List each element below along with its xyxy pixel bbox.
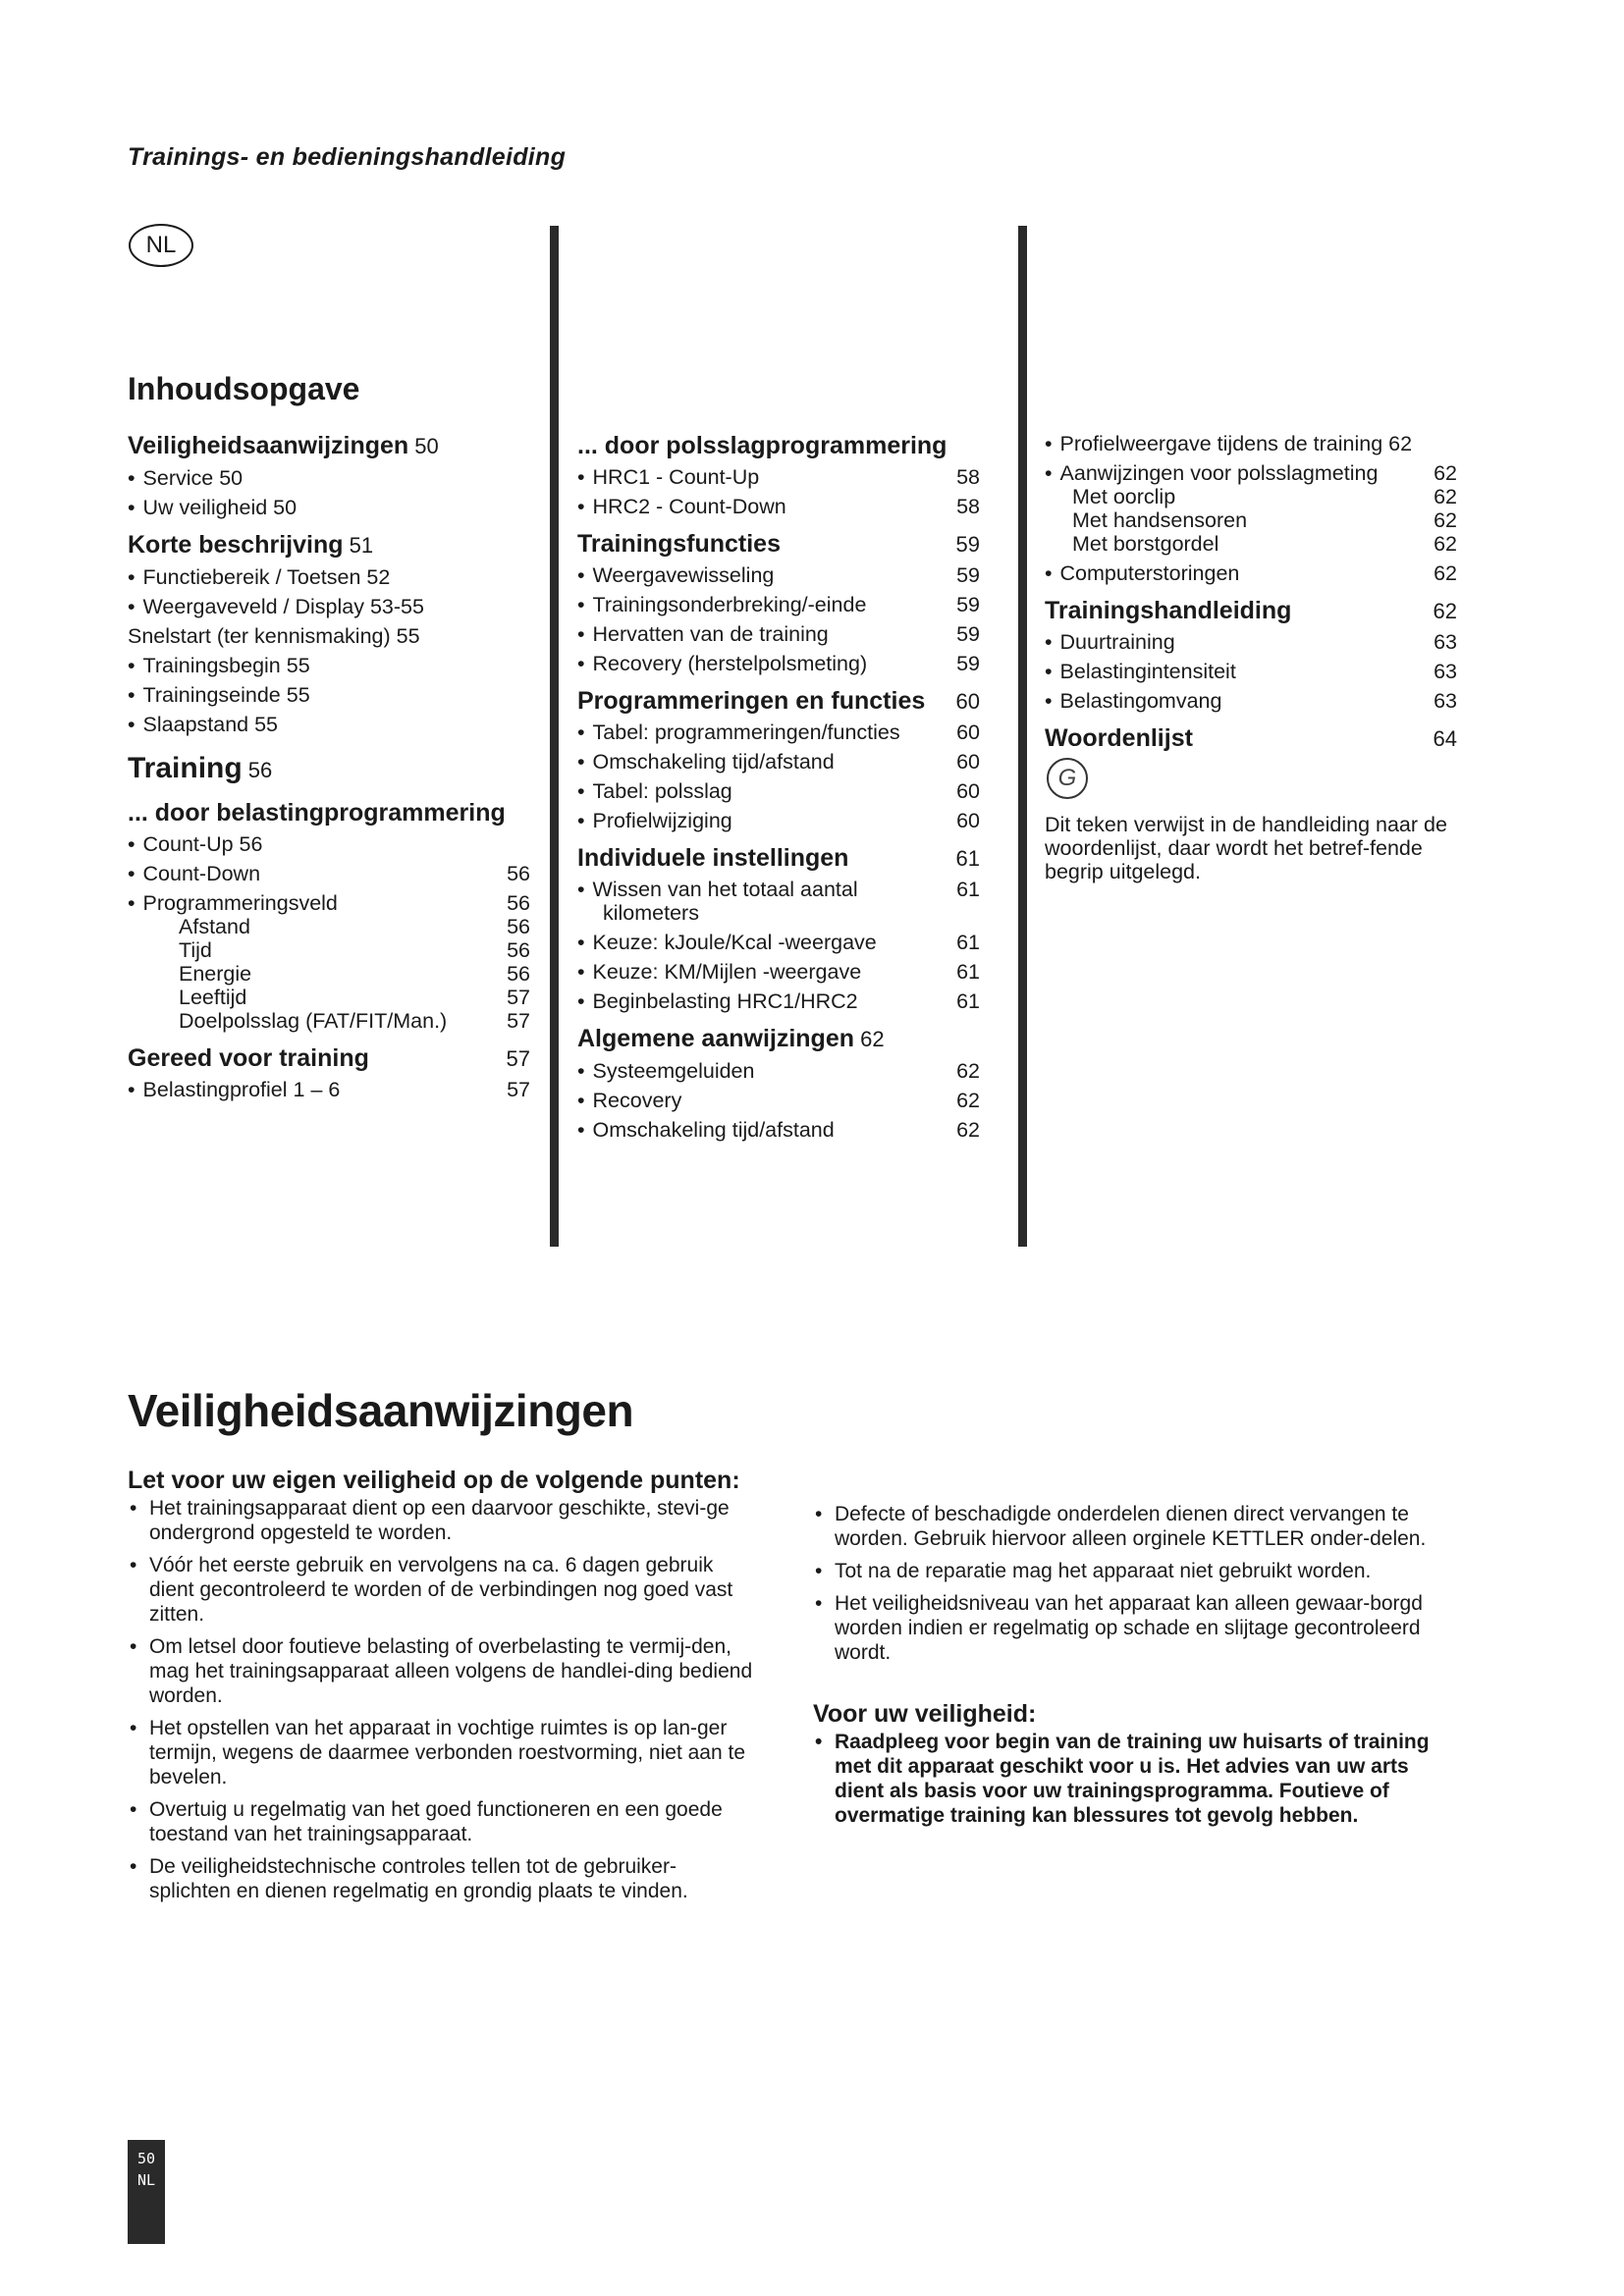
toc-page-number: 61 bbox=[956, 931, 980, 954]
toc-entry-text: • Profielwijziging bbox=[577, 809, 732, 832]
toc-entry bbox=[577, 844, 980, 872]
toc-entry bbox=[577, 878, 980, 901]
toc-entry-text: • Trainingsbegin 55 bbox=[128, 654, 310, 677]
toc-entry bbox=[128, 624, 530, 648]
toc-entry bbox=[1045, 630, 1457, 654]
toc-entry-text: Snelstart (ter kennismaking) 55 bbox=[128, 624, 420, 648]
toc-page-number: 62 bbox=[956, 1059, 980, 1083]
toc-entry-text: • Count-Up 56 bbox=[128, 832, 262, 856]
toc-column-1 bbox=[128, 432, 530, 1101]
safety-title: Veiligheidsaanwijzingen bbox=[128, 1385, 634, 1436]
page-number: 50 bbox=[136, 2150, 156, 2167]
toc-entry bbox=[128, 915, 530, 938]
toc-page-number: 56 bbox=[507, 938, 530, 962]
toc-entry bbox=[577, 750, 980, 774]
toc-entry bbox=[128, 683, 530, 707]
toc-page-number: 58 bbox=[956, 465, 980, 489]
toc-entry-text: • Uw veiligheid 50 bbox=[128, 496, 297, 519]
page-number-box bbox=[128, 2140, 165, 2244]
toc-entry bbox=[128, 531, 530, 560]
toc-entry-text: • Beginbelasting HRC1/HRC2 bbox=[577, 989, 858, 1013]
toc-page-number: 59 bbox=[955, 532, 980, 557]
toc-entry bbox=[128, 862, 530, 885]
toc-entry-text: • Wissen van het totaal aantal bbox=[577, 878, 858, 901]
safety-item: • Het trainingsapparaat dient op een daarvoor geschikte, stevi-ge ondergrond opgesteld te worden. bbox=[128, 1496, 756, 1545]
toc-entry bbox=[128, 986, 530, 1009]
toc-entry bbox=[1045, 597, 1457, 624]
toc-page-number: 59 bbox=[956, 622, 980, 646]
safety-left-heading: Let voor uw eigen veiligheid op de volgende punten: bbox=[128, 1467, 740, 1494]
toc-page-number: 57 bbox=[507, 1078, 530, 1101]
toc-page-number: 57 bbox=[507, 986, 530, 1009]
toc-entry-text: • Belastingintensiteit bbox=[1045, 660, 1236, 683]
toc-entry bbox=[1045, 461, 1457, 485]
toc-entry-text: • Duurtraining bbox=[1045, 630, 1175, 654]
toc-entry bbox=[128, 938, 530, 962]
toc-page-number: 61 bbox=[956, 989, 980, 1013]
toc-page-inline: 56 bbox=[242, 758, 273, 782]
toc-page-number: 58 bbox=[956, 495, 980, 518]
toc-entry-text: Veiligheidsaanwijzingen 50 bbox=[128, 432, 439, 459]
toc-entry bbox=[577, 687, 980, 715]
toc-entry-text: • Tabel: polsslag bbox=[577, 779, 732, 803]
toc-entry-text: • Keuze: KM/Mijlen -weergave bbox=[577, 960, 861, 984]
toc-page-number: 64 bbox=[1433, 726, 1457, 751]
column-divider-1 bbox=[550, 226, 559, 1247]
toc-entry bbox=[577, 1089, 980, 1112]
document-title: Trainings- en bedieningshandleiding bbox=[128, 143, 567, 171]
toc-entry-text: ... door polsslagprogrammering bbox=[577, 432, 947, 459]
toc-entry-text: • Belastingprofiel 1 – 6 bbox=[128, 1078, 340, 1101]
toc-entry-text: • Weergavewisseling bbox=[577, 563, 774, 587]
toc-entry bbox=[1045, 724, 1457, 752]
toc-column-2 bbox=[577, 432, 980, 1142]
toc-entry bbox=[128, 1078, 530, 1101]
toc-entry-text: • Hervatten van de training bbox=[577, 622, 829, 646]
toc-entry-text: Afstand bbox=[179, 915, 250, 938]
glossary-g-icon: G bbox=[1047, 758, 1088, 799]
toc-entry bbox=[577, 530, 980, 558]
toc-page-number: 63 bbox=[1434, 630, 1457, 654]
toc-entry bbox=[128, 799, 530, 827]
toc-page-number: 60 bbox=[956, 809, 980, 832]
toc-entry-text: Energie bbox=[179, 962, 252, 986]
page-lang: NL bbox=[136, 2171, 156, 2189]
toc-entry-text: • Weergaveveld / Display 53-55 bbox=[128, 595, 424, 618]
toc-entry bbox=[577, 1025, 980, 1053]
toc-page-number: 62 bbox=[1433, 599, 1457, 623]
toc-page-number: 59 bbox=[956, 593, 980, 616]
toc-entry-text: • Recovery (herstelpolsmeting) bbox=[577, 652, 867, 675]
toc-entry-text: • Keuze: kJoule/Kcal -weergave bbox=[577, 931, 877, 954]
safety-left-column bbox=[128, 1467, 756, 1911]
language-badge: NL bbox=[129, 224, 193, 267]
toc-entry-text: • Functiebereik / Toetsen 52 bbox=[128, 565, 390, 589]
toc-entry-text: • Recovery bbox=[577, 1089, 681, 1112]
glossary-note: Dit teken verwijst in de handleiding naar de woordenlijst, daar wordt het betref-fende begrip uitgelegd. bbox=[1045, 813, 1447, 883]
toc-entry bbox=[1045, 561, 1457, 585]
toc-page-number: 62 bbox=[1434, 461, 1457, 485]
toc-entry bbox=[577, 652, 980, 675]
toc-page-number: 61 bbox=[956, 878, 980, 901]
toc-entry bbox=[128, 496, 530, 519]
toc-entry bbox=[577, 779, 980, 803]
toc-entry bbox=[1045, 660, 1457, 683]
column-divider-2 bbox=[1018, 226, 1027, 1247]
toc-entry bbox=[128, 565, 530, 589]
toc-entry-text: Met oorclip bbox=[1072, 485, 1176, 508]
toc-entry bbox=[577, 495, 980, 518]
toc-column-3 bbox=[1045, 432, 1457, 883]
toc-entry-text: Gereed voor training bbox=[128, 1044, 369, 1072]
toc-entry-text: • HRC1 - Count-Up bbox=[577, 465, 759, 489]
toc-entry bbox=[128, 654, 530, 677]
safety-item: • Het veiligheidsniveau van het apparaat kan alleen gewaar-borgd worden indien er regelmatig op schade en slijtage gecontroleerd wordt. bbox=[813, 1591, 1441, 1665]
toc-page-inline: 51 bbox=[343, 533, 374, 558]
toc-entry-text: ... door belastingprogrammering bbox=[128, 799, 506, 827]
safety-item: • Defecte of beschadigde onderdelen dienen direct vervangen te worden. Gebruik hiervoor alleen orginele KETTLER onder-delen. bbox=[813, 1502, 1441, 1551]
toc-entry-text: • Trainingsonderbreking/-einde bbox=[577, 593, 866, 616]
safety-item: • Het opstellen van het apparaat in vochtige ruimtes is op lan-ger termijn, wegens de daarmee verbonden roestvorming, niet aan te bevelen. bbox=[128, 1716, 756, 1789]
toc-entry bbox=[128, 962, 530, 986]
toc-entry-text: kilometers bbox=[603, 901, 699, 925]
toc-entry bbox=[128, 832, 530, 856]
safety-item: • Vóór het eerste gebruik en vervolgens na ca. 6 dagen gebruik dient gecontroleerd te worden of de verbindingen nog goed vast zitten. bbox=[128, 1553, 756, 1627]
toc-entry bbox=[128, 752, 530, 787]
toc-page-inline: 62 bbox=[854, 1027, 885, 1051]
toc-page-number: 63 bbox=[1434, 660, 1457, 683]
toc-entry bbox=[577, 721, 980, 744]
toc-page-number: 62 bbox=[956, 1089, 980, 1112]
toc-entry bbox=[128, 466, 530, 490]
toc-page-number: 57 bbox=[506, 1046, 530, 1071]
toc-entry-text: • Belastingomvang bbox=[1045, 689, 1221, 713]
toc-entry-text: Algemene aanwijzingen 62 bbox=[577, 1025, 885, 1052]
toc-entry bbox=[577, 989, 980, 1013]
safety-right-column bbox=[813, 1502, 1441, 1836]
toc-page-number: 57 bbox=[507, 1009, 530, 1033]
toc-page-number: 63 bbox=[1434, 689, 1457, 713]
toc-entry-text: • Tabel: programmeringen/functies bbox=[577, 721, 900, 744]
toc-entry-text: Trainingshandleiding bbox=[1045, 597, 1292, 624]
toc-entry bbox=[577, 622, 980, 646]
toc-page-number: 56 bbox=[507, 862, 530, 885]
toc-entry bbox=[577, 432, 980, 459]
toc-entry-text: • Profielweergave tijdens de training 62 bbox=[1045, 432, 1412, 455]
toc-entry-text: • Programmeringsveld bbox=[128, 891, 338, 915]
toc-entry-text: Tijd bbox=[179, 938, 212, 962]
toc-entry-text: • Slaapstand 55 bbox=[128, 713, 278, 736]
toc-page-number: 59 bbox=[956, 563, 980, 587]
toc-page-number: 61 bbox=[956, 960, 980, 984]
toc-entry bbox=[128, 713, 530, 736]
toc-entry bbox=[577, 465, 980, 489]
toc-page-number: 59 bbox=[956, 652, 980, 675]
toc-entry bbox=[1045, 532, 1457, 556]
toc-entry-text: • Omschakeling tijd/afstand bbox=[577, 750, 835, 774]
toc-page-number: 61 bbox=[955, 846, 980, 871]
safety-item: • Overtuig u regelmatig van het goed functioneren en een goede toestand van het trainingsapparaat. bbox=[128, 1797, 756, 1846]
toc-entry bbox=[1045, 689, 1457, 713]
safety-item: • De veiligheidstechnische controles tellen tot de gebruiker-splichten en dienen regelmatig en grondig plaats te vinden. bbox=[128, 1854, 756, 1903]
toc-entry-text: • Aanwijzingen voor polsslagmeting bbox=[1045, 461, 1378, 485]
toc-entry bbox=[577, 593, 980, 616]
toc-entry bbox=[1045, 508, 1457, 532]
toc-entry bbox=[1045, 485, 1457, 508]
toc-page-number: 62 bbox=[1434, 485, 1457, 508]
toc-entry bbox=[1045, 432, 1457, 455]
toc-entry bbox=[577, 960, 980, 984]
safety-item: • Tot na de reparatie mag het apparaat niet gebruikt worden. bbox=[813, 1559, 1441, 1583]
toc-entry-text: • Count-Down bbox=[128, 862, 260, 885]
toc-page-inline: 50 bbox=[408, 434, 439, 458]
toc-page-number: 56 bbox=[507, 891, 530, 915]
toc-page-number: 62 bbox=[1434, 508, 1457, 532]
safety-right-heading: Voor uw veiligheid: bbox=[813, 1700, 1037, 1728]
toc-entry-text: • Systeemgeluiden bbox=[577, 1059, 754, 1083]
safety-warning-item: • Raadpleeg voor begin van de training uw huisarts of training met dit apparaat geschikt voor u is. Het advies van uw arts dient als basis voor uw trainingsprogramma. Foutieve of overmatige training kan blessures tot gevolg hebben. bbox=[813, 1730, 1441, 1828]
toc-entry-text: Met borstgordel bbox=[1072, 532, 1219, 556]
toc-entry bbox=[577, 1059, 980, 1083]
toc-entry bbox=[577, 1118, 980, 1142]
toc-entry-text: Leeftijd bbox=[179, 986, 247, 1009]
toc-entry bbox=[128, 891, 530, 915]
toc-entry bbox=[128, 432, 530, 460]
toc-page-number: 62 bbox=[1434, 561, 1457, 585]
toc-entry-text: Met handsensoren bbox=[1072, 508, 1248, 532]
toc-entry bbox=[577, 809, 980, 832]
toc-entry-text: • Trainingseinde 55 bbox=[128, 683, 310, 707]
toc-entry-text: • Omschakeling tijd/afstand bbox=[577, 1118, 835, 1142]
toc-entry bbox=[128, 595, 530, 618]
toc-entry bbox=[128, 1009, 530, 1033]
toc-entry-text: • Computerstoringen bbox=[1045, 561, 1239, 585]
toc-page-number: 60 bbox=[955, 689, 980, 714]
toc-page-number: 60 bbox=[956, 779, 980, 803]
toc-page-number: 60 bbox=[956, 750, 980, 774]
toc-page-number: 62 bbox=[956, 1118, 980, 1142]
toc-entry-text: Individuele instellingen bbox=[577, 844, 849, 872]
toc-entry bbox=[577, 563, 980, 587]
toc-entry-text: Programmeringen en functies bbox=[577, 687, 926, 715]
safety-item: • Om letsel door foutieve belasting of overbelasting te vermij-den, mag het trainingsapparaat alleen volgens de handlei-ding bediend worden. bbox=[128, 1634, 756, 1708]
toc-entry-text: Trainingsfuncties bbox=[577, 530, 781, 558]
toc-page-number: 62 bbox=[1434, 532, 1457, 556]
toc-entry-text: Korte beschrijving 51 bbox=[128, 531, 374, 559]
toc-entry-text: Woordenlijst bbox=[1045, 724, 1193, 752]
toc-heading: Inhoudsopgave bbox=[128, 371, 360, 406]
toc-page-number: 56 bbox=[507, 962, 530, 986]
toc-entry-text: Doelpolsslag (FAT/FIT/Man.) bbox=[179, 1009, 448, 1033]
toc-entry bbox=[577, 901, 980, 925]
toc-entry bbox=[128, 1044, 530, 1072]
toc-entry-text: Training 56 bbox=[128, 752, 273, 784]
toc-entry-text: • HRC2 - Count-Down bbox=[577, 495, 786, 518]
toc-page-number: 56 bbox=[507, 915, 530, 938]
toc-entry-text: • Service 50 bbox=[128, 466, 243, 490]
toc-page-number: 60 bbox=[956, 721, 980, 744]
toc-entry bbox=[577, 931, 980, 954]
